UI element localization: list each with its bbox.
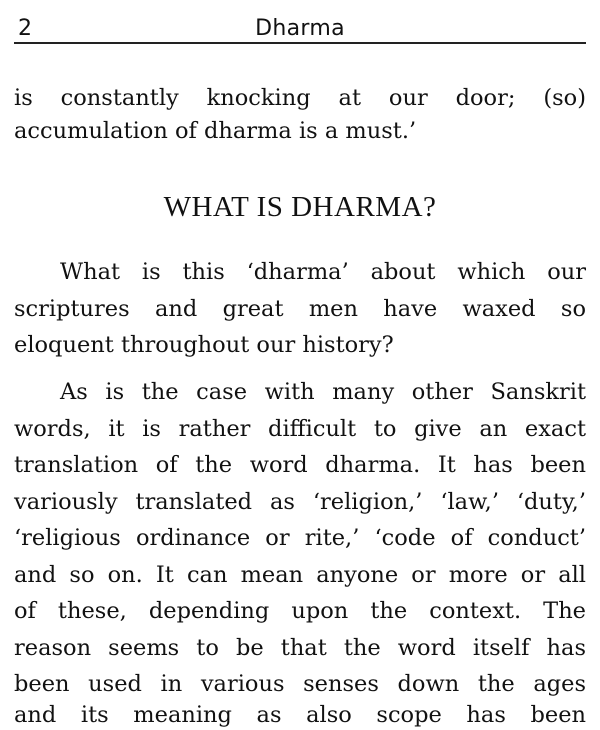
text-line: accumulation of dharma is a must.’: [14, 118, 417, 144]
text-line: of these, depending upon the context. The: [14, 598, 586, 624]
text-line: ‘religious ordinance or rite,’ ‘code of conduct’: [14, 525, 586, 551]
text-line: and so on. It can mean anyone or more or all: [14, 562, 586, 588]
text-line: eloquent throughout our history?: [14, 332, 394, 358]
text-line: translation of the word dharma. It has been: [14, 452, 586, 478]
text-line: reason seems to be that the word itself has: [14, 635, 586, 661]
running-header: [14, 6, 586, 44]
text-line: What is this ‘dharma’ about which our: [60, 259, 586, 285]
section-heading: WHAT IS DHARMA?: [163, 191, 437, 223]
text-line: is constantly knocking at our door; (so): [14, 85, 586, 111]
running-title: Dharma: [255, 16, 345, 41]
text-line: scriptures and great men have waxed so: [14, 296, 586, 322]
text-line: As is the case with many other Sanskrit: [60, 379, 586, 405]
text-line: been used in various senses down the ages: [14, 671, 586, 697]
text-line: and its meaning as also scope has been: [14, 702, 586, 728]
text-line: variously translated as ‘religion,’ ‘law,’ ‘duty,’: [14, 489, 586, 515]
page-number: 2: [18, 16, 32, 41]
text-line: words, it is rather difficult to give an exact: [14, 416, 586, 442]
